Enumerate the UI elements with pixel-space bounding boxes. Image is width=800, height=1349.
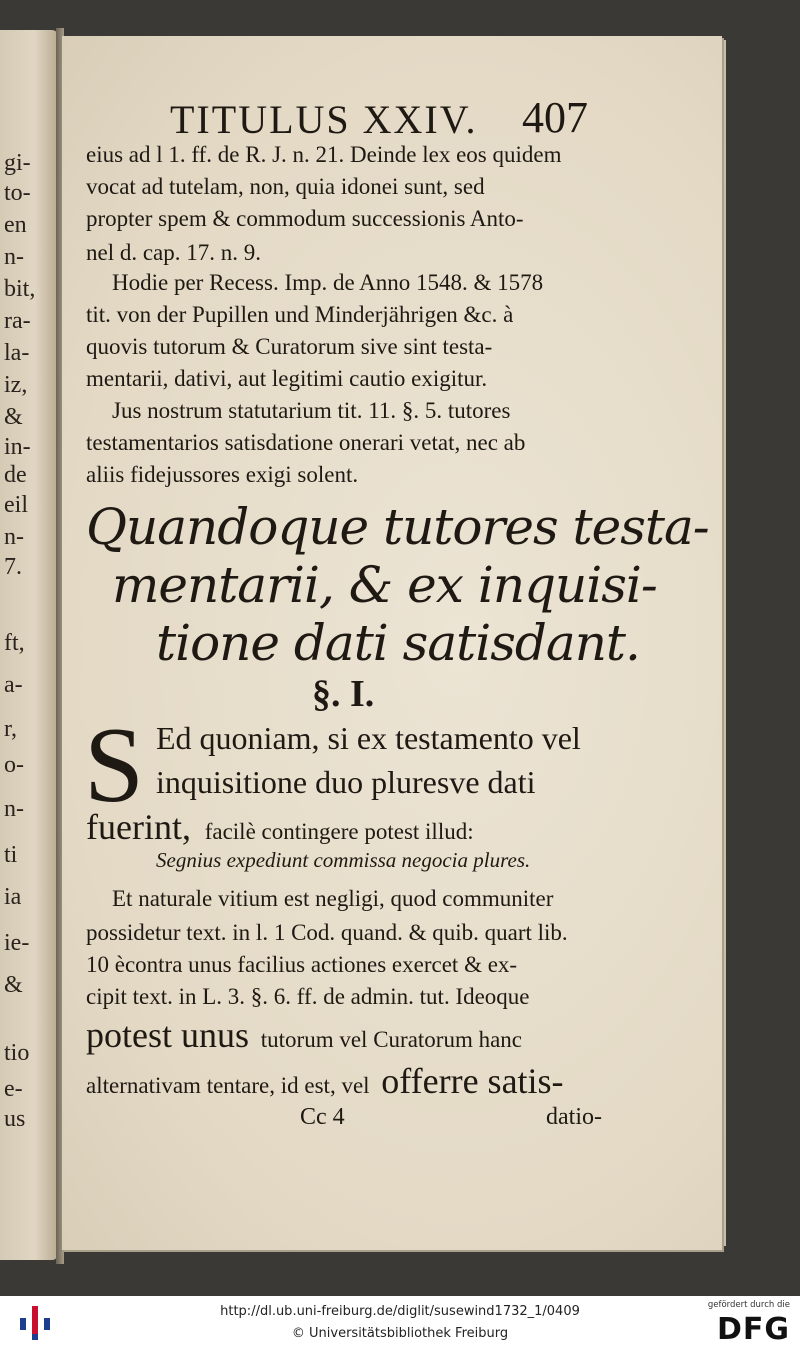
section-title-line: tione dati satisdant. <box>156 614 640 672</box>
left-page-fragment: bit, <box>4 276 36 302</box>
left-page-fragment: ti <box>4 842 18 868</box>
text-line: cipit text. in L. 3. §. 6. ff. de admin. tut. Ideoque <box>86 984 530 1009</box>
left-page-fragment: ft, <box>4 630 25 656</box>
left-page-fragment: r, <box>4 716 18 742</box>
left-page-fragment: & <box>4 404 23 430</box>
left-page-fragment: en <box>4 212 27 238</box>
text-line: aliis fidejussores exigi solent. <box>86 462 359 487</box>
text-line: Hodie per Recess. Imp. de Anno 1548. & 1578 <box>112 270 544 295</box>
text-line: mentarii, dativi, aut legitimi cautio exigitur. <box>86 366 488 391</box>
left-page-fragment: gi- <box>4 150 31 176</box>
section-mark: §. I. <box>312 673 375 715</box>
text-line: 10 ècontra unus facilius actiones exercet & ex- <box>86 952 518 977</box>
text-line: testamentarios satisdatione onerari vetat, nec ab <box>86 430 526 455</box>
viewer-footer <box>0 1296 800 1349</box>
copyright-text: © Universitätsbibliothek Freiburg <box>291 1326 509 1341</box>
text-line: propter spem & commodum successionis Anto- <box>86 206 524 231</box>
text-line <box>86 1014 522 1056</box>
left-page-fragment: in- <box>4 434 31 460</box>
left-page-fragment: eil <box>4 492 28 518</box>
left-page-fragment: e- <box>4 1076 23 1102</box>
left-page-fragment: ie- <box>4 930 30 956</box>
section-title-line: mentarii, & ex inquisi- <box>112 556 657 614</box>
left-page-text-fragments <box>0 30 56 1260</box>
source-url-link[interactable]: http://dl.ub.uni-freiburg.de/diglit/susewind1732_1/0409 <box>220 1304 580 1319</box>
left-page-fragment: n- <box>4 244 24 270</box>
left-page-fragment: us <box>4 1106 26 1132</box>
text-big: potest unus <box>86 1015 250 1055</box>
text-run: facilè contingere potest illud: <box>204 819 474 844</box>
text-line: Ed quoniam, si ex testamento vel <box>156 720 581 756</box>
left-page-fragment: iz, <box>4 372 28 398</box>
left-page-fragment: & <box>4 972 23 998</box>
left-page-fragment: la- <box>4 340 30 366</box>
text-line <box>86 1060 564 1102</box>
text-line: eius ad l 1. ff. de R. J. n. 21. Deinde lex eos quidem <box>86 142 562 167</box>
text-line: tit. von der Pupillen und Minderjährigen &c. à <box>86 302 514 327</box>
text-big: offerre satis- <box>381 1061 564 1101</box>
text-line: Et naturale vitium est negligi, quod communiter <box>112 886 554 911</box>
left-page-fragment: de <box>4 462 27 488</box>
text-line: inquisitione duo pluresve dati <box>156 764 536 800</box>
signature-mark: Cc 4 <box>300 1104 345 1130</box>
left-page-fragment: n- <box>4 796 24 822</box>
catchword: datio- <box>546 1104 602 1130</box>
left-page-fragment: 7. <box>4 554 22 580</box>
left-page-fragment: ra- <box>4 308 31 334</box>
left-page-fragment: ia <box>4 884 22 910</box>
text-run: tutorum vel Curatorum hanc <box>260 1027 523 1052</box>
left-page-fragment: tio <box>4 1040 30 1066</box>
page-edge <box>722 40 726 1246</box>
dfg-logo-text: DFG <box>716 1312 790 1347</box>
text-line: nel d. cap. 17. n. 9. <box>86 240 262 265</box>
left-page-fragment: to- <box>4 180 31 206</box>
left-page-fragment: n- <box>4 524 24 550</box>
left-page-fragment: a- <box>4 672 23 698</box>
left-page-fragment: o- <box>4 752 24 778</box>
left-page-edge <box>0 30 58 1260</box>
drop-cap: S <box>84 706 145 825</box>
text-big: fuerint, <box>86 807 191 847</box>
page-number: 407 <box>522 93 588 142</box>
dfg-logo[interactable] <box>694 1300 790 1346</box>
text-line: quovis tutorum & Curatorum sive sint testa- <box>86 334 493 359</box>
dfg-tagline: gefördert durch die <box>707 1300 790 1310</box>
verse-quote: Segnius expediunt commissa negocia plures. <box>156 848 531 872</box>
text-line: vocat ad tutelam, non, quia idonei sunt, sed <box>86 174 485 199</box>
text-line <box>86 806 474 848</box>
section-title-line: Quandoque tutores testa- <box>86 498 709 556</box>
running-title: TITULUS XXIV. <box>170 97 478 142</box>
text-line: possidetur text. in l. 1 Cod. quand. & quib. quart lib. <box>86 920 568 945</box>
text-line: Jus nostrum statutarium tit. 11. §. 5. tutores <box>112 398 511 423</box>
text-run: alternativam tentare, id est, vel <box>86 1073 370 1098</box>
